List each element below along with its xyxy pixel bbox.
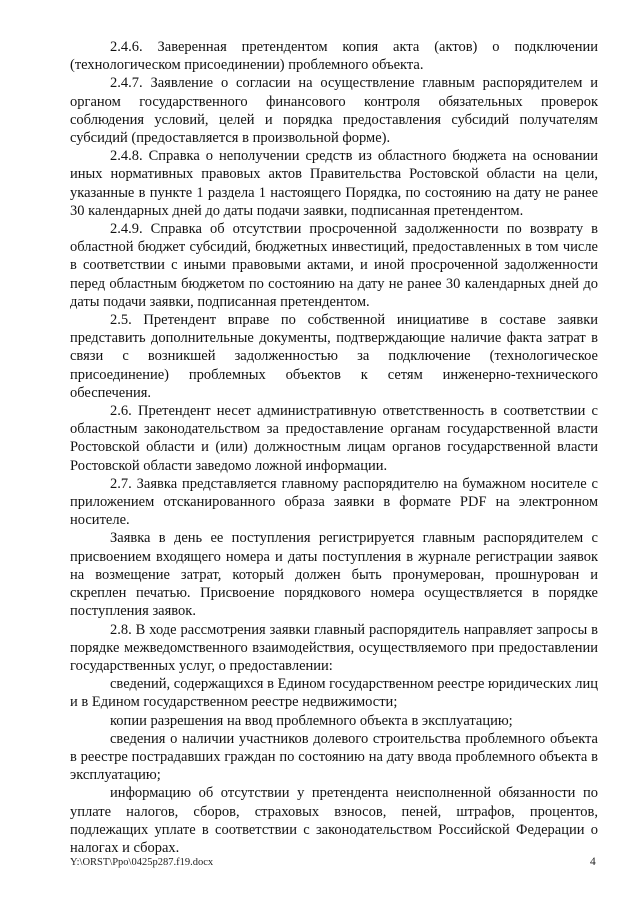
document-body	[70, 38, 598, 857]
paragraph-2-4-7: 2.4.7. Заявление о согласии на осуществление главным распорядителем и органом государственного финансового контроля обязательных проверок соблюдения условий, целей и порядка предоставления субсидий получателям субсидий (предоставляется в произвольной форме).	[70, 75, 598, 147]
paragraph-2-4-6: 2.4.6. Заверенная претендентом копия акта (актов) о подключении (технологическом присоединении) проблемного объекта.	[70, 39, 598, 74]
footer-file-path: Y:\ORST\Ppo\0425p287.f19.docx	[70, 857, 214, 868]
paragraph-registration: Заявка в день ее поступления регистрируется главным распорядителем с присвоением входящего номера и даты поступления в журнале регистрации заявок на возмещение затрат, который должен быть пронумерован, прошнурован и скреплен печатью. Присвоение порядкового номера осуществляется в порядке поступления заявок.	[70, 530, 598, 620]
paragraph-2-6: 2.6. Претендент несет административную ответственность в соответствии с областным законодательством за предоставление органам государственной власти Ростовской области и (или) должностным лицам органов государственной власти Ростовской области заведомо ложной информации.	[70, 403, 598, 474]
list-item-tax-info: информацию об отсутствии у претендента неисполненной обязанности по уплате налогов, сборов, страховых взносов, пеней, штрафов, процентов, подлежащих уплате в соответствии с законодательством Российской Федерации о налогах и сборах.	[70, 785, 598, 856]
paragraph-2-5: 2.5. Претендент вправе по собственной инициативе в составе заявки представить дополнительные документы, подтверждающие наличие факта затрат в связи с возникшей задолженностью за подключение (технологическое присоединение) проблемных объектов к сетям инженерно-технического обеспечения.	[70, 312, 598, 401]
paragraph-2-4-9: 2.4.9. Справка об отсутствии просроченной задолженности по возврату в областной бюджет субсидий, бюджетных инвестиций, предоставленных в том числе в соответствии с иными правовыми актами, и иной просроченной задолженности перед областным бюджетом по состоянию на дату не ранее 30 календарных дней до даты подачи заявки, подписанная претендентом.	[70, 221, 598, 310]
page-number: 4	[590, 856, 596, 868]
paragraph-2-4-8: 2.4.8. Справка о неполучении средств из областного бюджета на основании иных нормативных правовых актов Правительства Ростовской области на цели, указанные в пункте 1 раздела 1 настоящего Порядка, по состоянию на дату не ранее 30 календарных дней до даты подачи заявки, подписанная претендентом.	[70, 148, 598, 219]
list-item-participants-info: сведения о наличии участников долевого строительства проблемного объекта в реестре пострадавших граждан по состоянию на дату ввода проблемного объекта в эксплуатацию;	[70, 730, 598, 784]
paragraph-2-8: 2.8. В ходе рассмотрения заявки главный распорядитель направляет запросы в порядке межведомственного взаимодействия, осуществляемого при предоставлении государственных услуг, о предоставлении:	[70, 621, 598, 674]
list-item-permit-copy: копии разрешения на ввод проблемного объекта в эксплуатацию;	[110, 712, 513, 729]
paragraph-2-7: 2.7. Заявка представляется главному распорядителю на бумажном носителе с приложением отсканированного образа заявки в формате PDF на электронном носителе.	[70, 475, 598, 529]
list-item-registry-info: сведений, содержащихся в Едином государственном реестре юридических лиц и в Едином государственном реестре недвижимости;	[70, 676, 598, 711]
